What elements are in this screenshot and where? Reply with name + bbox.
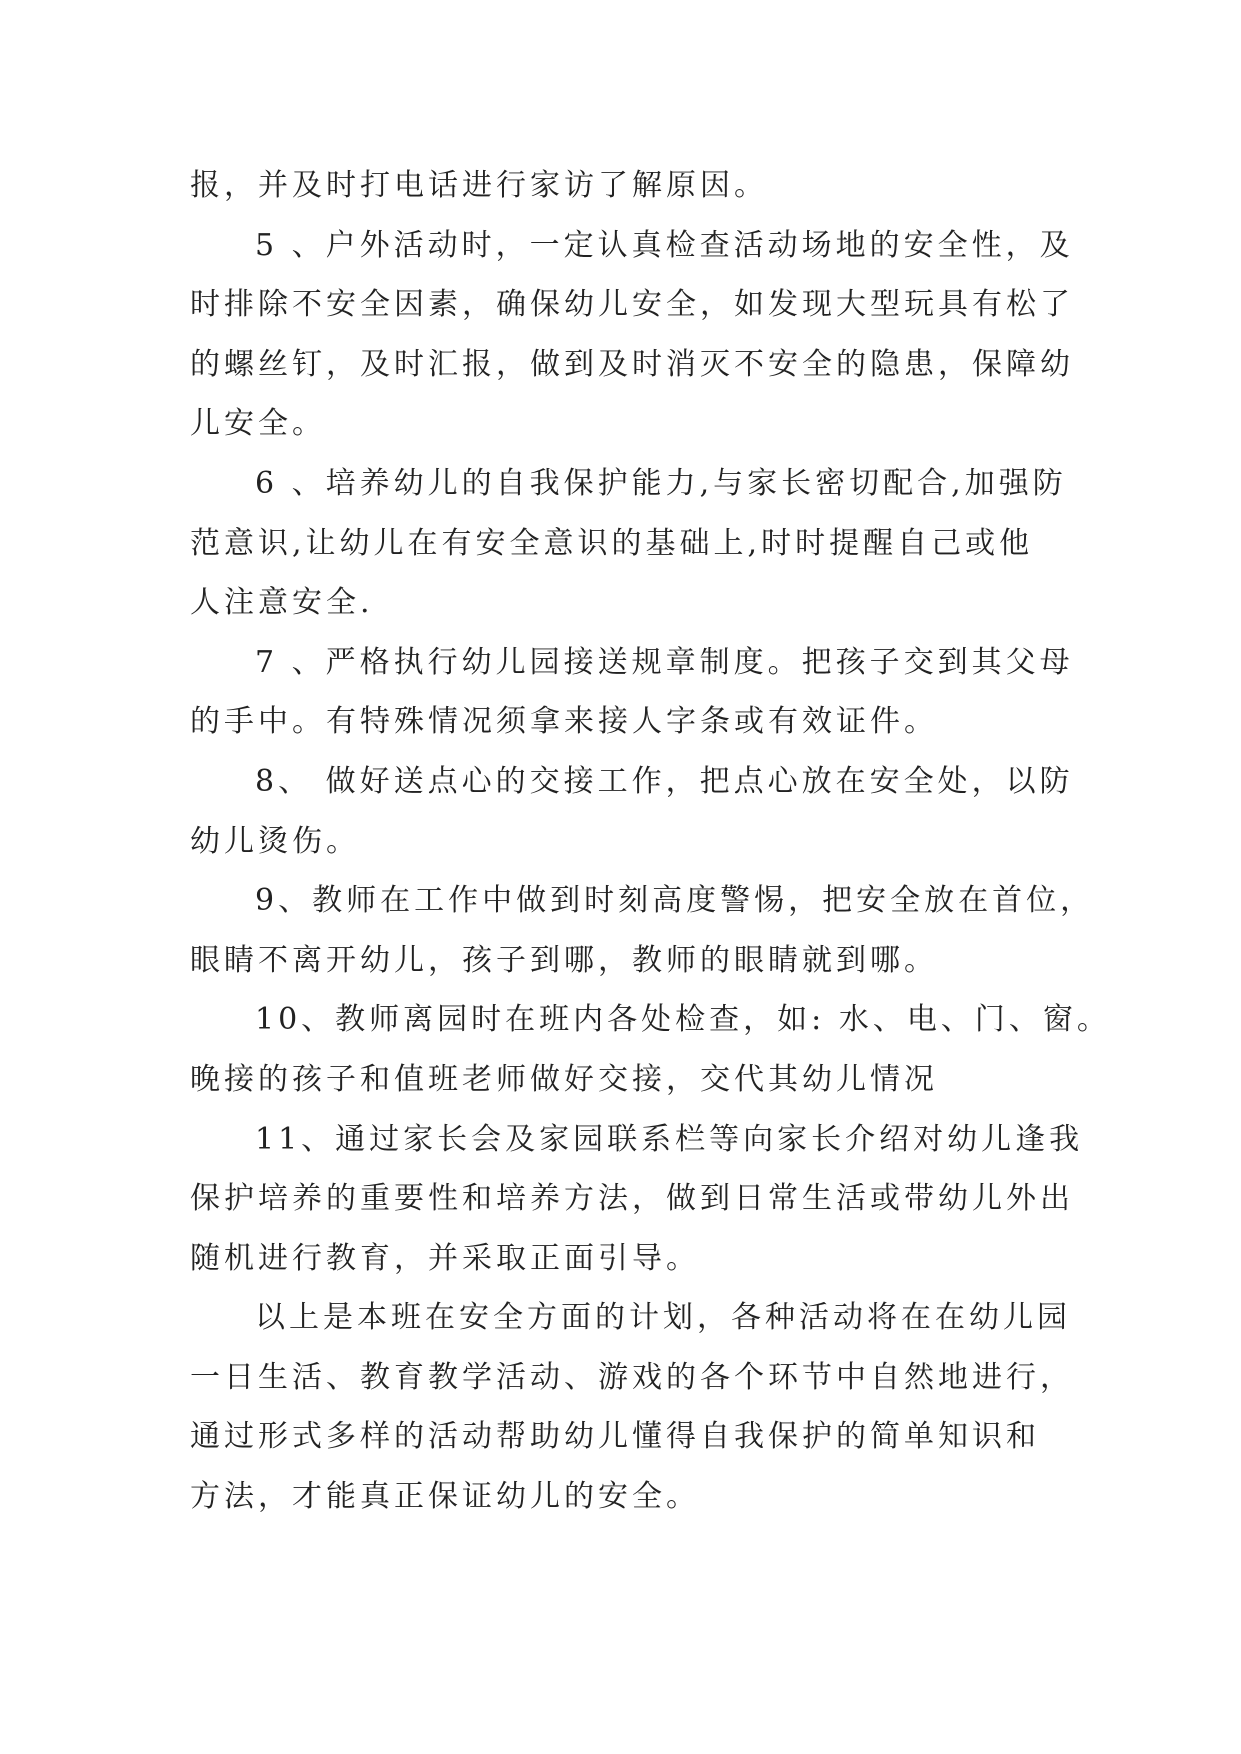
paragraph-item-6: 6 、培养幼儿的自我保护能力,与家长密切配合,加强防 bbox=[255, 465, 1067, 501]
text-line: 保护培养的重要性和培养方法，做到日常生活或带幼儿外出 bbox=[190, 1181, 1074, 1217]
text-line: 通过形式多样的活动帮助幼儿懂得自我保护的简单知识和 bbox=[190, 1419, 1040, 1455]
text-line: 人注意安全. bbox=[190, 585, 374, 621]
paragraph-item-10: 10、教师离园时在班内各处检查，如: 水、电、门、窗。 bbox=[255, 1002, 1111, 1038]
paragraph-summary: 以上是本班在安全方面的计划，各种活动将在在幼儿园 bbox=[255, 1300, 1071, 1336]
text-line: 范意识,让幼儿在有安全意识的基础上,时时提醒自己或他 bbox=[190, 525, 1034, 561]
text-line: 眼睛不离开幼儿，孩子到哪，教师的眼睛就到哪。 bbox=[190, 942, 938, 978]
paragraph-item-5: 5 、户外活动时，一定认真检查活动场地的安全性，及 bbox=[255, 227, 1074, 263]
text-line: 的手中。有特殊情况须拿来接人字条或有效证件。 bbox=[190, 704, 938, 740]
paragraph-item-9: 9、教师在工作中做到时刻高度警惕，把安全放在首位， bbox=[255, 883, 1095, 919]
text-line: 时排除不安全因素，确保幼儿安全，如发现大型玩具有松了 bbox=[190, 287, 1074, 323]
text-line: 儿安全。 bbox=[190, 406, 326, 442]
paragraph-item-8: 8、 做好送点心的交接工作，把点心放在安全处，以防 bbox=[255, 763, 1074, 799]
text-line: 晚接的孩子和值班老师做好交接，交代其幼儿情况 bbox=[190, 1061, 938, 1097]
paragraph-item-11: 11、通过家长会及家园联系栏等向家长介绍对幼儿逢我 bbox=[255, 1121, 1084, 1157]
text-line: 的螺丝钉，及时汇报，做到及时消灭不安全的隐患，保障幼 bbox=[190, 346, 1074, 382]
text-line: 幼儿烫伤。 bbox=[190, 823, 360, 859]
text-line: 方法，才能真正保证幼儿的安全。 bbox=[190, 1479, 700, 1515]
document-body bbox=[190, 156, 1111, 1527]
text-line: 随机进行教育，并采取正面引导。 bbox=[190, 1240, 700, 1276]
text-line: 一日生活、教育教学活动、游戏的各个环节中自然地进行， bbox=[190, 1359, 1074, 1395]
text-line: 报，并及时打电话进行家访了解原因。 bbox=[190, 168, 768, 203]
paragraph-item-7: 7 、严格执行幼儿园接送规章制度。把孩子交到其父母 bbox=[255, 644, 1074, 680]
